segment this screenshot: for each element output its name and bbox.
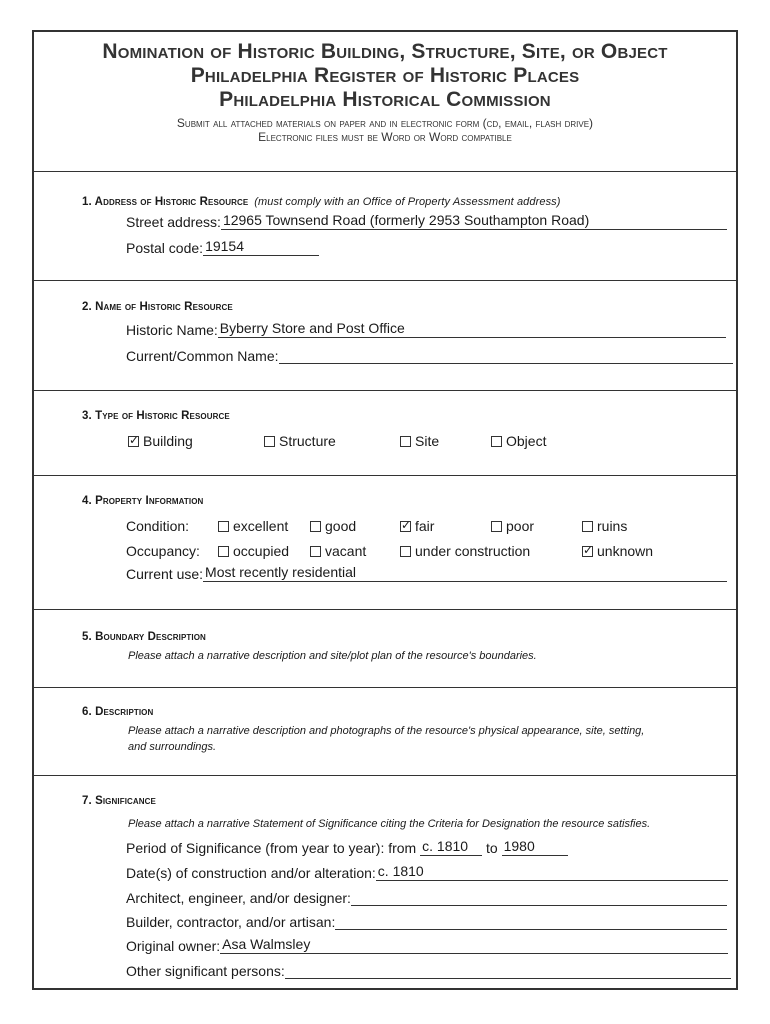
original-owner-label: Original owner:	[126, 938, 221, 954]
section-6-note-line2: and surroundings.	[128, 741, 217, 753]
postal-code-row	[126, 238, 319, 256]
condition-label: Condition:	[126, 518, 190, 534]
section-1-note: (must comply with an Office of Property Assessment address)	[254, 196, 561, 208]
construction-date-value: c. 1810	[377, 863, 424, 879]
unknown-checkbox[interactable]	[582, 546, 593, 557]
divider	[34, 171, 736, 172]
section-3-title: 3. Type of Historic Resource	[82, 410, 230, 422]
builder-field[interactable]	[335, 912, 727, 930]
condition-good[interactable]	[310, 518, 356, 534]
current-use-row	[126, 564, 727, 582]
fair-checkbox[interactable]	[400, 521, 411, 532]
period-from-field[interactable]	[420, 838, 482, 856]
section-5-note: Please attach a narrative description and site/plot plan of the resource's boundaries.	[128, 650, 537, 662]
occupancy-vacant[interactable]	[310, 543, 366, 559]
commission-title: Philadelphia Historical Commission	[219, 88, 551, 111]
construction-date-field[interactable]	[376, 863, 728, 881]
type-structure[interactable]	[264, 433, 336, 449]
condition-fair[interactable]	[400, 518, 434, 534]
section-2-title: 2. Name of Historic Resource	[82, 301, 233, 313]
architect-label: Architect, engineer, and/or designer:	[126, 890, 351, 906]
occupancy-unknown[interactable]	[582, 543, 653, 559]
original-owner-row	[126, 936, 728, 954]
period-to-label: to	[486, 840, 498, 856]
object-label: Object	[506, 433, 547, 449]
street-address-label: Street address:	[126, 214, 221, 230]
condition-excellent[interactable]	[218, 518, 288, 534]
current-use-label: Current use:	[126, 566, 204, 582]
section-1-title: 1. Address of Historic Resource (must comply with an Office of Property Assessment address)	[82, 196, 561, 208]
vacant-label: vacant	[325, 543, 367, 559]
occupancy-occupied[interactable]	[218, 543, 289, 559]
good-label: good	[325, 518, 357, 534]
significant-persons-label: Other significant persons:	[126, 963, 285, 979]
construction-date-label: Date(s) of construction and/or alteration:	[126, 865, 376, 881]
occupied-label: occupied	[233, 543, 290, 559]
unknown-label: unknown	[597, 543, 654, 559]
period-to-field[interactable]	[502, 838, 568, 856]
period-label: Period of Significance (from year to year): from	[126, 840, 417, 856]
divider	[34, 280, 736, 281]
historic-name-label: Historic Name:	[126, 322, 218, 338]
form-header	[34, 32, 736, 172]
significant-persons-row	[126, 961, 731, 979]
ruins-checkbox[interactable]	[582, 521, 593, 532]
site-checkbox[interactable]	[400, 436, 411, 447]
street-address-field[interactable]	[221, 212, 727, 230]
object-checkbox[interactable]	[491, 436, 502, 447]
postal-code-label: Postal code:	[126, 240, 204, 256]
under-construction-label: under construction	[415, 543, 531, 559]
occupied-checkbox[interactable]	[218, 546, 229, 557]
building-checkbox[interactable]	[128, 436, 139, 447]
occupancy-under-construction[interactable]	[400, 543, 530, 559]
site-label: Site	[415, 433, 440, 449]
current-use-value: Most recently residential	[205, 564, 356, 580]
common-name-label: Current/Common Name:	[126, 348, 279, 364]
good-checkbox[interactable]	[310, 521, 321, 532]
condition-poor[interactable]	[491, 518, 534, 534]
type-object[interactable]	[491, 433, 546, 449]
architect-row	[126, 888, 727, 906]
postal-code-field[interactable]	[203, 238, 319, 256]
vacant-checkbox[interactable]	[310, 546, 321, 557]
divider	[34, 775, 736, 776]
excellent-checkbox[interactable]	[218, 521, 229, 532]
form-title: Nomination of Historic Building, Structure, Site, or Object	[102, 40, 668, 63]
historic-name-value: Byberry Store and Post Office	[219, 320, 405, 336]
street-address-value: 12965 Townsend Road (formerly 2953 Southampton Road)	[222, 212, 590, 228]
section-7-note: Please attach a narrative Statement of Significance citing the Criteria for Designation the resource satisfies.	[128, 818, 651, 830]
divider	[34, 687, 736, 688]
historic-name-row	[126, 320, 726, 338]
occupancy-label: Occupancy:	[126, 543, 200, 559]
structure-label: Structure	[279, 433, 336, 449]
fair-label: fair	[415, 518, 435, 534]
current-use-field[interactable]	[203, 564, 727, 582]
postal-code-value: 19154	[205, 238, 244, 254]
street-address-row	[126, 212, 727, 230]
common-name-field[interactable]	[279, 346, 733, 364]
significant-persons-field[interactable]	[285, 961, 731, 979]
register-title: Philadelphia Register of Historic Places	[190, 64, 580, 87]
divider	[34, 609, 736, 610]
structure-checkbox[interactable]	[264, 436, 275, 447]
nomination-form	[32, 30, 738, 990]
under-construction-checkbox[interactable]	[400, 546, 411, 557]
section-6-note-line1: Please attach a narrative description and photographs of the resource's physical appearance, site, setting,	[128, 725, 645, 737]
divider	[34, 390, 736, 391]
file-format-instructions: Electronic files must be Word or Word compatible	[258, 130, 512, 144]
type-building[interactable]	[128, 433, 193, 449]
section-5-title: 5. Boundary Description	[82, 631, 206, 643]
submission-instructions: Submit all attached materials on paper and in electronic form (cd, email, flash drive)	[176, 116, 594, 130]
ruins-label: ruins	[597, 518, 628, 534]
period-from-value: c. 1810	[422, 838, 469, 854]
architect-field[interactable]	[351, 888, 727, 906]
period-row	[126, 838, 568, 856]
construction-date-row	[126, 863, 728, 881]
building-label: Building	[143, 433, 193, 449]
poor-label: poor	[506, 518, 535, 534]
poor-checkbox[interactable]	[491, 521, 502, 532]
builder-row	[126, 912, 727, 930]
original-owner-field[interactable]	[220, 936, 728, 954]
period-to-value: 1980	[503, 838, 535, 854]
builder-label: Builder, contractor, and/or artisan:	[126, 914, 336, 930]
condition-ruins[interactable]	[582, 518, 627, 534]
divider	[34, 475, 736, 476]
section-6-title: 6. Description	[82, 706, 154, 718]
historic-name-field[interactable]	[218, 320, 726, 338]
excellent-label: excellent	[233, 518, 289, 534]
type-site[interactable]	[400, 433, 439, 449]
original-owner-value: Asa Walmsley	[222, 936, 311, 952]
common-name-row	[126, 346, 733, 364]
section-7-title: 7. Significance	[82, 795, 156, 807]
section-4-title: 4. Property Information	[82, 495, 204, 507]
